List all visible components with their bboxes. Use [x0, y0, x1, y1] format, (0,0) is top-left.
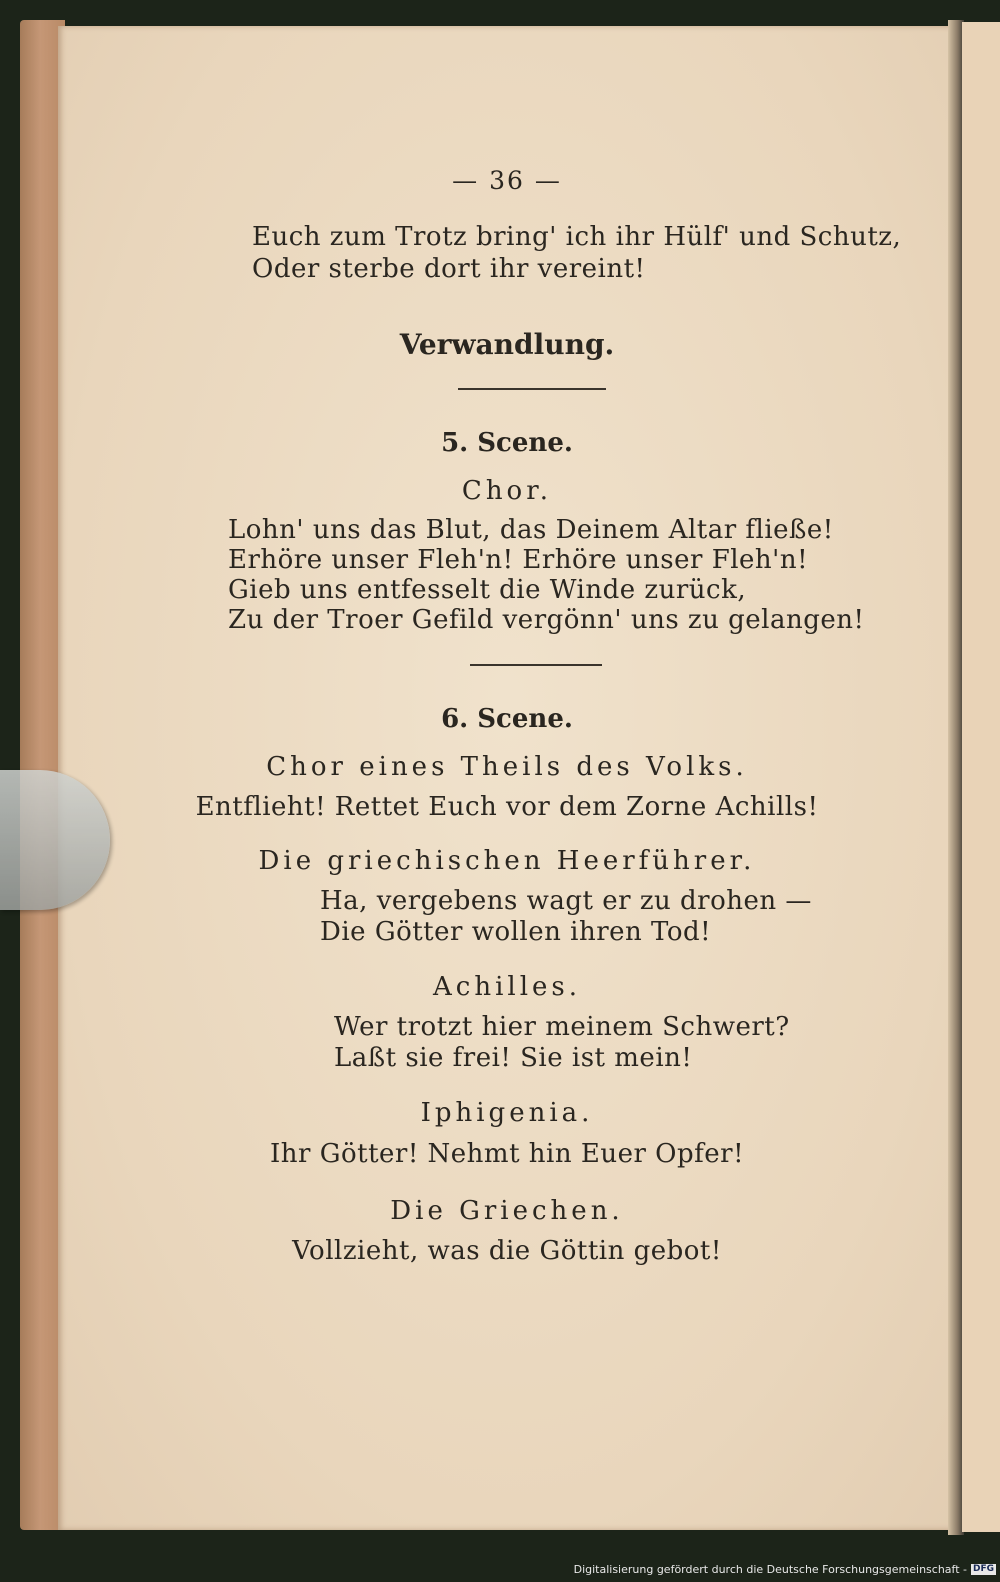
scene6-chorus-line: Entflieht! Rettet Euch vor dem Zorne Achills! [195, 792, 819, 822]
scene5-line-4: Zu der Troer Gefild vergönn' uns zu gelangen! [228, 605, 865, 635]
scene5-speaker: Chor. [461, 476, 553, 506]
intro-line-1: Euch zum Trotz bring' ich ihr Hülf' und Schutz, [252, 222, 902, 252]
scene5-line-1: Lohn' uns das Blut, das Deinem Altar fließe! [228, 515, 834, 545]
scene5-heading: 5. Scene. [441, 428, 573, 458]
scene6-achilles-line-1: Wer trotzt hier meinem Schwert? [334, 1012, 790, 1042]
section-divider-2 [470, 664, 602, 666]
scene6-iphigenia-line: Ihr Götter! Nehmt hin Euer Opfer! [269, 1139, 745, 1169]
scene6-greeks-line: Vollzieht, was die Göttin gebot! [292, 1236, 722, 1266]
scene6-iphigenia-speaker: Iphigenia. [420, 1098, 594, 1128]
intro-line-2: Oder sterbe dort ihr vereint! [252, 254, 646, 284]
credit-text: Digitalisierung gefördert durch die Deutsche Forschungsgemeinschaft - [573, 1563, 967, 1576]
scene6-heading: 6. Scene. [441, 704, 573, 734]
section-divider-1 [458, 388, 606, 390]
scene6-leaders-line-2: Die Götter wollen ihren Tod! [320, 917, 712, 947]
scene6-achilles-line-2: Laßt sie frei! Sie ist mein! [334, 1043, 693, 1073]
dfg-logo: DFG [972, 1564, 994, 1574]
scene6-chorus-speaker: Chor eines Theils des Volks. [266, 752, 748, 782]
scene6-leaders-line-1: Ha, vergebens wagt er zu drohen — [320, 886, 812, 916]
scene6-leaders-speaker: Die griechischen Heerführer. [258, 846, 756, 876]
scene6-achilles-speaker: Achilles. [432, 972, 582, 1002]
scene6-greeks-speaker: Die Griechen. [390, 1196, 624, 1226]
transformation-heading: Verwandlung. [399, 328, 615, 361]
digitization-credit [574, 1563, 996, 1576]
scene5-line-3: Gieb uns entfesselt die Winde zurück, [228, 575, 747, 605]
scene5-line-2: Erhöre unser Fleh'n! Erhöre unser Fleh'n! [228, 545, 809, 575]
page-number: — 36 — [452, 166, 562, 195]
adjacent-page-edge [962, 22, 1000, 1532]
